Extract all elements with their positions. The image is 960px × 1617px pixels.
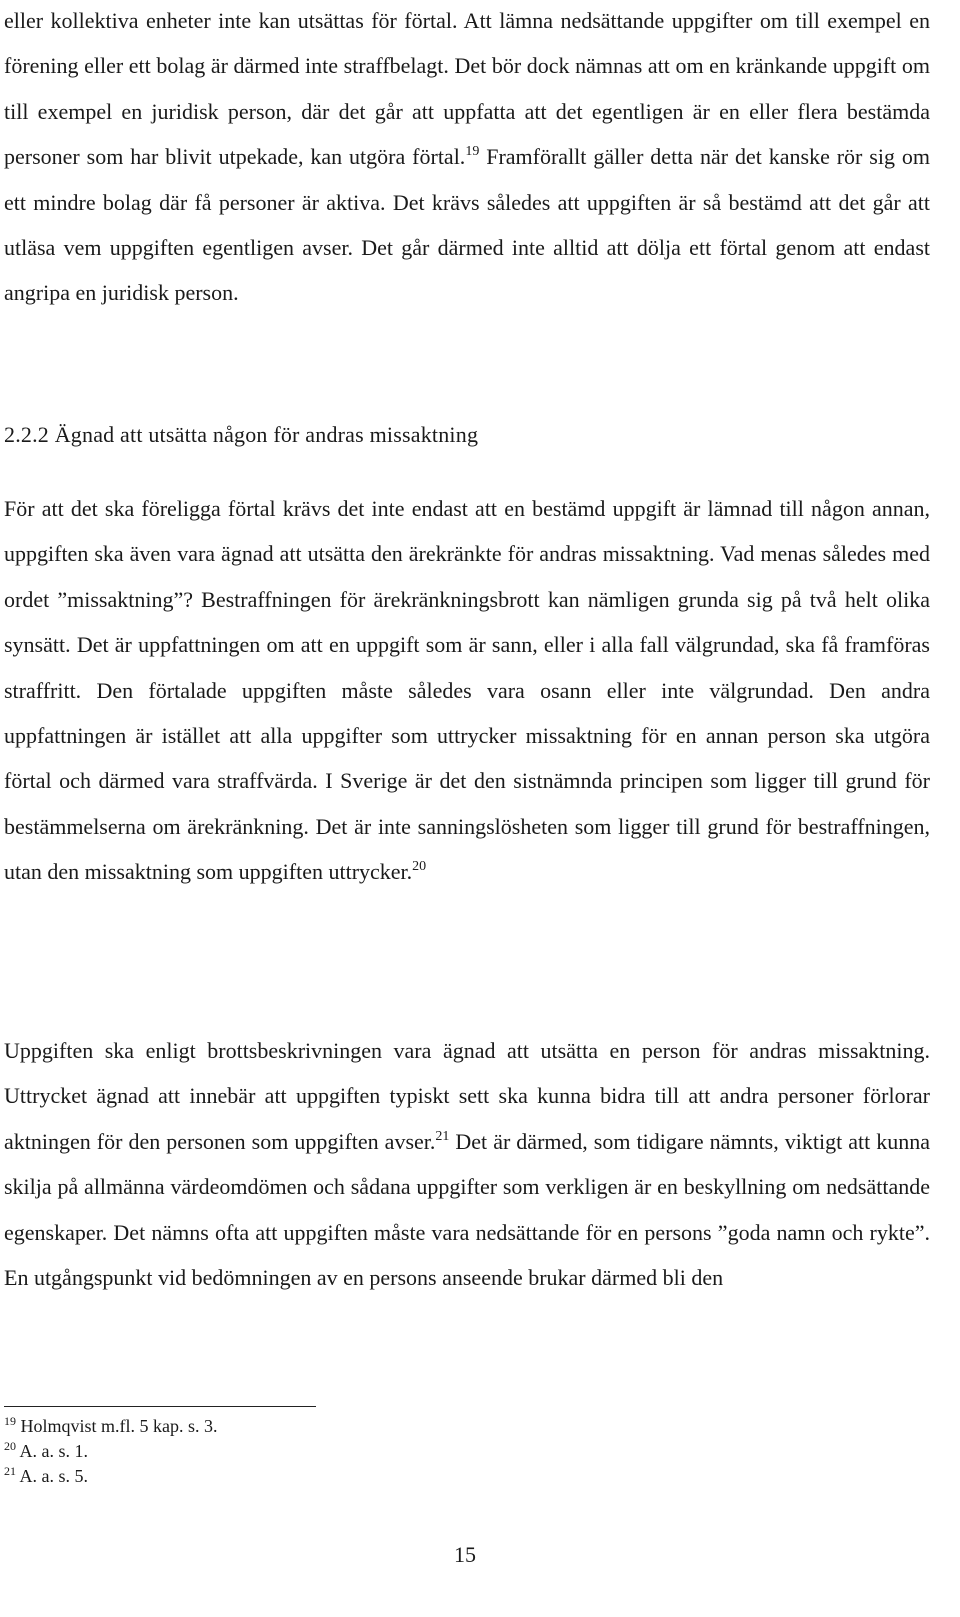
paragraph-1 [4, 0, 930, 316]
footnote-number: 21 [4, 1464, 16, 1478]
paragraph-2-text: För att det ska föreligga förtal krävs det inte endast att en bestämd uppgift är lämnad till någon annan, uppgiften ska även vara ägnad att utsätta den ärekränkte för andras missaktning. Vad menas således med ordet ”missaktning”? Bestraffningen för ärekränkningsbrott kan nämligen grunda sig på två helt olika synsätt. Det är uppfattningen om att en uppgift som är sann, eller i alla fall välgrundad, ska få framföras straffritt. Den förtalade uppgiften måste således vara osann eller inte välgrundad. Den andra uppfattningen är istället att alla uppgifter som uttrycker missaktning för en annan person ska utgöra förtal och därmed vara straffvärda. I Sverige är det den sistnämnda principen som ligger till grund för bestämmelserna om ärekränkning. Det är inte sanningslösheten som ligger till grund för bestraffningen, utan den missaktning som uppgiften uttrycker. [4, 496, 930, 885]
footnote-ref-21[interactable]: 21 [435, 1128, 450, 1144]
footnote-text: Holmqvist m.fl. 5 kap. s. 3. [20, 1416, 218, 1436]
footnote-number: 19 [4, 1414, 16, 1428]
paragraph-2 [4, 486, 930, 895]
paragraph-1-text-cont: Framförallt gäller detta när det kanske rör sig om ett mindre bolag där få personer är aktiva. Det krävs således att uppgiften är så bestämd att det går att utläsa vem uppgiften egentligen avser. Det går därmed inte alltid att dölja ett förtal genom att endast angripa en juridisk person. [4, 144, 930, 306]
footnote-number: 20 [4, 1439, 16, 1453]
footnote-20 [4, 1439, 218, 1464]
footnote-divider [4, 1406, 316, 1407]
paragraph-3-text-cont: Det är därmed, som tidigare nämnts, viktigt att kunna skilja på allmänna värdeomdömen och sådana uppgifter som verkligen är en beskyllning om nedsättande egenskaper. Det nämns ofta att uppgiften måste vara nedsättande för en persons ”goda namn och rykte”. En utgångspunkt vid bedömningen av en persons anseende brukar därmed bli den [4, 1128, 930, 1291]
paragraph-3 [4, 1028, 930, 1300]
footnote-21 [4, 1464, 218, 1489]
footnote-text: A. a. s. 5. [19, 1466, 89, 1486]
footnote-text: A. a. s. 1. [19, 1441, 89, 1461]
footnote-ref-20[interactable]: 20 [412, 859, 427, 875]
section-heading: 2.2.2 Ägnad att utsätta någon för andras missaktning [4, 422, 479, 447]
paragraph-1-text: eller kollektiva enheter inte kan utsättas för förtal. Att lämna nedsättande uppgifter om till exempel en förening eller ett bolag är därmed inte straffbelagt. Det bör dock nämnas att om en kränkande uppgift om till exempel en juridisk person, där det går att uppfatta att det egentligen är en eller flera bestämda personer som har blivit utpekade, kan utgöra förtal. [4, 8, 930, 170]
footnote-19 [4, 1414, 218, 1439]
footnote-ref-19[interactable]: 19 [465, 144, 480, 160]
footnotes [4, 1414, 218, 1489]
page-number: 15 [454, 1542, 476, 1567]
paragraph-3-text: Uppgiften ska enligt brottsbeskrivningen vara ägnad att utsätta en person för andras missaktning. Uttrycket ägnad att innebär att uppgiften typiskt sett ska kunna bidra till att andra personer förlorar aktningen för den personen som uppgiften avser. [4, 1038, 930, 1154]
